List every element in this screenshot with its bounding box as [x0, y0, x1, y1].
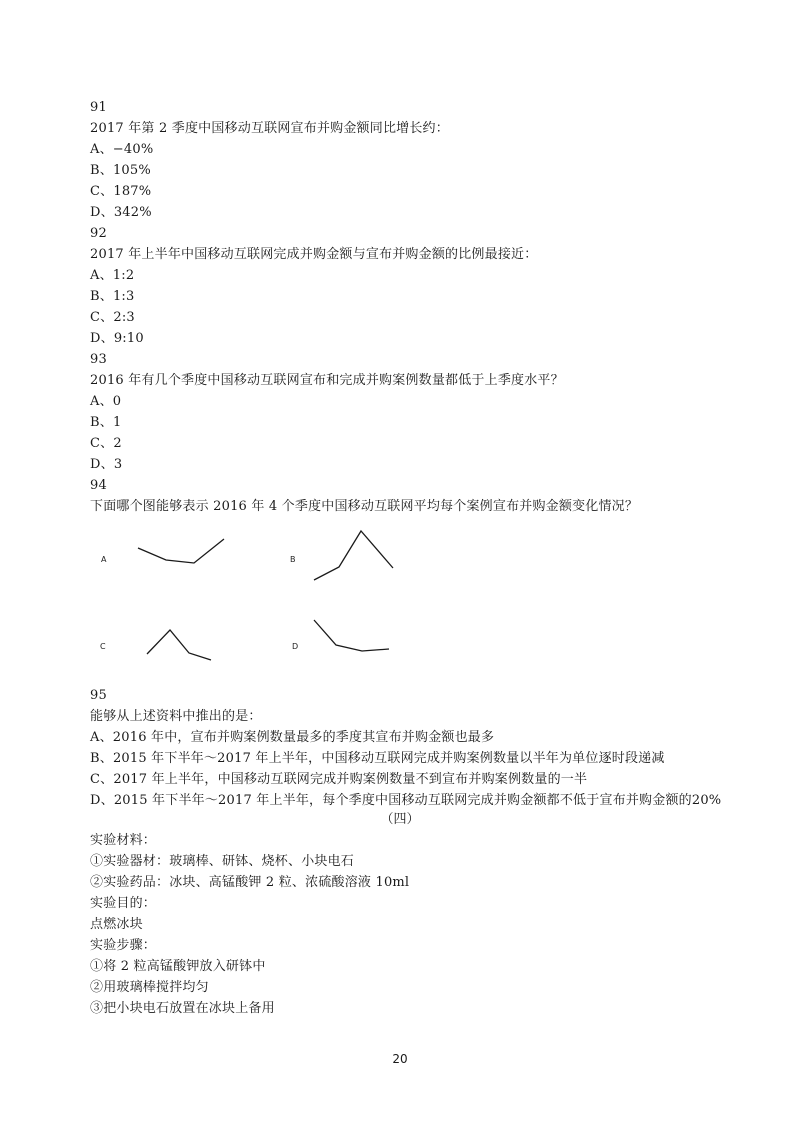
question-text: 2017 年第 2 季度中国移动互联网宣布并购金额同比增长约：: [90, 121, 449, 136]
material-item: ②实验药品：冰块、高锰酸钾 2 粒、浓硫酸溶液 10ml: [90, 875, 410, 890]
option: A、2016 年中，宣布并购案例数量最多的季度其宣布并购金额也最多: [90, 730, 495, 745]
question-text: 2017 年上半年中国移动互联网完成并购金额与宣布并购金额的比例最接近：: [90, 247, 538, 262]
option: B、1: [90, 415, 122, 430]
figure-label: A: [101, 555, 107, 564]
question-text: 2016 年有几个季度中国移动互联网宣布和完成并购案例数量都低于上季度水平？: [90, 373, 564, 388]
option: B、2015 年下半年～2017 年上半年，中国移动互联网完成并购案例数量以半年为单位逐时段递减: [90, 751, 665, 766]
figure-d: [292, 620, 389, 651]
option: A、1:2: [90, 268, 135, 283]
step-item: ③把小块电石放置在冰块上备用: [90, 1001, 275, 1016]
step-item: ①将 2 粒高锰酸钾放入研钵中: [90, 959, 266, 974]
figure-b-line: [314, 531, 393, 580]
figure-label: C: [100, 642, 106, 651]
material-heading: 实验材料：: [90, 833, 157, 848]
option: C、2:3: [90, 310, 135, 325]
purpose-text: 点燃冰块: [90, 917, 143, 932]
question-number: 92: [90, 226, 107, 241]
option: A、−40%: [90, 142, 154, 157]
page-number: 20: [392, 1052, 408, 1066]
option: C、2017 年上半年，中国移动互联网完成并购案例数量不到宣布并购案例数量的一半: [90, 772, 588, 787]
question-text: 能够从上述资料中推出的是：: [90, 709, 262, 724]
step-item: ②用玻璃棒搅拌均匀: [90, 980, 209, 995]
option: D、9:10: [90, 331, 144, 346]
question-number: 94: [90, 478, 107, 493]
figure-label: B: [290, 555, 296, 564]
question-number: 91: [90, 100, 107, 115]
purpose-heading: 实验目的：: [90, 896, 157, 911]
option: A、0: [90, 394, 122, 409]
figure-c-line: [147, 630, 211, 660]
option: D、3: [90, 457, 123, 472]
steps-heading: 实验步骤：: [90, 938, 157, 953]
option: D、342%: [90, 205, 152, 220]
question-number: 93: [90, 352, 107, 367]
answer-figures: [0, 520, 800, 670]
option: B、105%: [90, 163, 151, 178]
option: C、2: [90, 436, 122, 451]
figure-b: [290, 531, 393, 580]
figure-c: [100, 630, 211, 660]
question-text: 下面哪个图能够表示 2016 年 4 个季度中国移动互联网平均每个案例宣布并购金额变化情况？: [90, 499, 639, 514]
section-title: （四）: [380, 812, 420, 827]
figure-a: [101, 539, 224, 564]
question-number: 95: [90, 688, 107, 703]
figure-a-line: [138, 539, 224, 563]
option: C、187%: [90, 184, 152, 199]
figure-label: D: [292, 642, 299, 651]
option: D、2015 年下半年～2017 年上半年，每个季度中国移动互联网完成并购金额都不低于宣布并购金额的20%: [90, 793, 722, 808]
material-item: ①实验器材：玻璃棒、研钵、烧杯、小块电石: [90, 854, 355, 869]
figure-d-line: [314, 620, 389, 651]
option: B、1:3: [90, 289, 135, 304]
